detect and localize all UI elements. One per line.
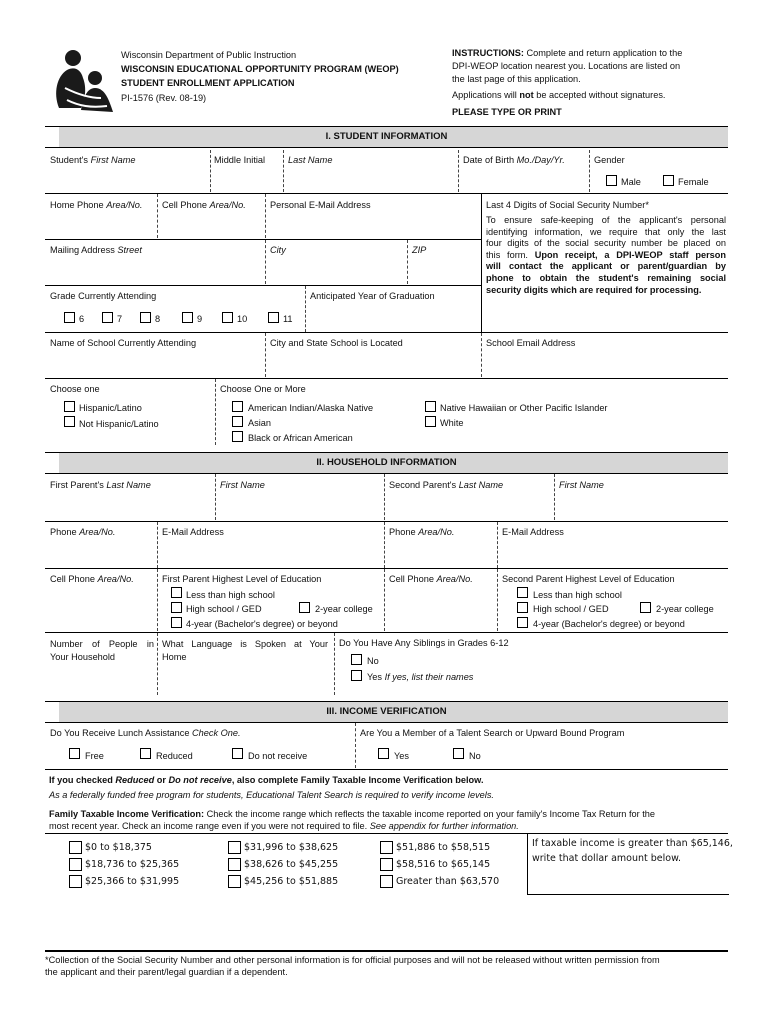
income-range-6-label: $45,256 to $51,885 (244, 876, 339, 887)
p2-two-year-checkbox[interactable] (640, 602, 651, 613)
section-3-header: III. INCOME VERIFICATION (45, 701, 728, 723)
grad-year-label: Anticipated Year of Graduation (310, 291, 435, 301)
lunch-reduced-label: Reduced (156, 751, 193, 761)
income-range-4-label: $31,996 to $38,625 (244, 842, 339, 853)
p2-less-hs-checkbox[interactable] (517, 587, 528, 598)
cell-phone-label: Cell Phone Area/No. (162, 200, 246, 210)
fti-line1: Family Taxable Income Verification: Check the income range which reflects the taxable income reported on your family's Income Tax Return for the (49, 809, 656, 819)
grade-7-label: 7 (117, 314, 123, 324)
first-parent-first-label: First Name (220, 480, 265, 490)
parent1-phone-label: Phone Area/No. (50, 527, 116, 537)
p1-four-year-checkbox[interactable] (171, 617, 182, 628)
school-city-label: City and State School is Located (270, 338, 403, 348)
second-parent-edu-label: Second Parent Highest Level of Education (502, 574, 675, 584)
instructions-line3: the last page of this application. (452, 74, 581, 84)
female-checkbox[interactable] (663, 175, 674, 186)
p1-hs-ged-label: High school / GED (186, 604, 262, 614)
income-range-3-checkbox[interactable] (69, 875, 82, 888)
talent-no-checkbox[interactable] (453, 748, 464, 759)
hawaiian-label: Native Hawaiian or Other Pacific Islander (440, 403, 608, 413)
white-label: White (440, 418, 464, 428)
grade-11-checkbox[interactable] (268, 312, 279, 323)
siblings-label: Do You Have Any Siblings in Grades 6-12 (339, 638, 509, 648)
zip-label: ZIP (412, 245, 427, 255)
p2-two-year-label: 2-year college (656, 604, 714, 614)
grade-10-label: 10 (237, 314, 248, 324)
income-range-1-checkbox[interactable] (69, 841, 82, 854)
grade-label: Grade Currently Attending (50, 291, 157, 301)
income-range-3-label: $25,366 to $31,995 (85, 876, 180, 887)
parent2-phone-label: Phone Area/No. (389, 527, 455, 537)
ssn-notice: To ensure safe-keeping of the applicant's personal identifying information, we require that only the last four digits of the social security number be placed on this form. Upon receipt, a DPI-WEOP staff person will contact the applicant or parent/guardian by phone to obtain the student's remaining social security digits which are required for processing. (486, 215, 726, 295)
first-parent-last-label: First Parent's Last Name (50, 480, 151, 490)
income-range-7-label: $51,886 to $58,515 (396, 842, 491, 853)
form-number: PI-1576 (Rev. 08-19) (121, 93, 207, 103)
type-or-print: PLEASE TYPE OR PRINT (452, 107, 562, 117)
talent-yes-checkbox[interactable] (378, 748, 389, 759)
not-hispanic-label: Not Hispanic/Latino (79, 419, 159, 429)
lunch-none-label: Do not receive (248, 751, 308, 761)
p1-less-hs-label: Less than high school (186, 590, 275, 600)
choose-one-label: Choose one (50, 384, 100, 394)
dept-name: Wisconsin Department of Public Instruction (121, 50, 297, 60)
hispanic-label: Hispanic/Latino (79, 403, 142, 413)
siblings-yes-label: Yes If yes, list their names (367, 672, 474, 682)
parent2-cell-label: Cell Phone Area/No. (389, 574, 473, 584)
p2-hs-ged-checkbox[interactable] (517, 602, 528, 613)
asian-label: Asian (248, 418, 271, 428)
p1-two-year-checkbox[interactable] (299, 602, 310, 613)
p2-hs-ged-label: High school / GED (533, 604, 609, 614)
male-checkbox[interactable] (606, 175, 617, 186)
program-name: WISCONSIN EDUCATIONAL OPPORTUNITY PROGRAM (WEOP) (121, 64, 399, 74)
income-range-9-checkbox[interactable] (380, 875, 393, 888)
male-label: Male (621, 177, 641, 187)
mailing-address-label: Mailing Address Street (50, 245, 142, 255)
hawaiian-checkbox[interactable] (425, 401, 436, 412)
income-range-8-checkbox[interactable] (380, 858, 393, 871)
footer-note-line2: the applicant and their parent/legal guardian if a dependent. (45, 967, 288, 977)
income-note-1: If you checked Reduced or Do not receive, also complete Family Taxable Income Verification below. (49, 775, 484, 785)
parent1-cell-label: Cell Phone Area/No. (50, 574, 134, 584)
grade-8-label: 8 (155, 314, 161, 324)
second-parent-last-label: Second Parent's Last Name (389, 480, 504, 490)
p1-two-year-label: 2-year college (315, 604, 373, 614)
lunch-label: Do You Receive Lunch Assistance Check One. (50, 728, 241, 738)
p1-less-hs-checkbox[interactable] (171, 587, 182, 598)
student-first-name-label: Student's First Name (50, 155, 136, 165)
grade-8-checkbox[interactable] (140, 312, 151, 323)
grade-7-checkbox[interactable] (102, 312, 113, 323)
income-range-4-checkbox[interactable] (228, 841, 241, 854)
white-checkbox[interactable] (425, 416, 436, 427)
grade-10-checkbox[interactable] (222, 312, 233, 323)
income-greater-line2: write that dollar amount below. (532, 853, 682, 864)
instructions-line2: DPI-WEOP location nearest you. Locations are listed on (452, 61, 681, 71)
home-phone-label: Home Phone Area/No. (50, 200, 143, 210)
gender-label: Gender (594, 155, 625, 165)
school-email-label: School Email Address (486, 338, 576, 348)
p1-hs-ged-checkbox[interactable] (171, 602, 182, 613)
footer-note-line1: *Collection of the Social Security Number and other personal information is for official purposes and will not be released without written permission from (45, 955, 660, 965)
lunch-reduced-checkbox[interactable] (140, 748, 151, 759)
grade-9-checkbox[interactable] (182, 312, 193, 323)
grade-6-label: 6 (79, 314, 85, 324)
section-1-header: I. STUDENT INFORMATION (45, 126, 728, 148)
income-range-9-label: Greater than $63,570 (396, 876, 500, 887)
american-indian-checkbox[interactable] (232, 401, 243, 412)
income-greater-line1: If taxable income is greater than $65,146, (532, 838, 733, 849)
city-label: City (270, 245, 286, 255)
lunch-free-checkbox[interactable] (69, 748, 80, 759)
school-name-label: Name of School Currently Attending (50, 338, 197, 348)
parent2-email-label: E-Mail Address (502, 527, 564, 537)
middle-initial-label: Middle Initial (214, 155, 266, 165)
lunch-free-label: Free (85, 751, 104, 761)
p2-four-year-checkbox[interactable] (517, 617, 528, 628)
dpi-logo (51, 48, 117, 116)
income-note-2: As a federally funded free program for students, Educational Talent Search is required to verify income levels. (49, 790, 494, 800)
income-range-8-label: $58,516 to $65,145 (396, 859, 491, 870)
hispanic-checkbox[interactable] (64, 401, 75, 412)
grade-6-checkbox[interactable] (64, 312, 75, 323)
female-label: Female (678, 177, 709, 187)
household-size-label: Number of People in Your Household (50, 639, 154, 662)
siblings-no-checkbox[interactable] (351, 654, 362, 665)
section-2-header: II. HOUSEHOLD INFORMATION (45, 452, 728, 474)
p2-less-hs-label: Less than high school (533, 590, 622, 600)
signature-note: Applications will not be accepted without signatures. (452, 90, 666, 100)
black-checkbox[interactable] (232, 431, 243, 442)
p2-four-year-label: 4-year (Bachelor's degree) or beyond (533, 619, 685, 629)
last-name-label: Last Name (288, 155, 333, 165)
lunch-none-checkbox[interactable] (232, 748, 243, 759)
income-range-7-checkbox[interactable] (380, 841, 393, 854)
p1-four-year-label: 4-year (Bachelor's degree) or beyond (186, 619, 338, 629)
not-hispanic-checkbox[interactable] (64, 416, 75, 427)
choose-more-label: Choose One or More (220, 384, 306, 394)
income-range-6-checkbox[interactable] (228, 875, 241, 888)
income-range-5-label: $38,626 to $45,255 (244, 859, 339, 870)
black-label: Black or African American (248, 433, 353, 443)
talent-search-label: Are You a Member of a Talent Search or Upward Bound Program (360, 728, 625, 738)
fti-line2: most recent year. Check an income range even if you were not required to file. See appendix for further information. (49, 821, 519, 831)
instructions: INSTRUCTIONS: Complete and return application to the (452, 48, 683, 58)
income-range-2-label: $18,736 to $25,365 (85, 859, 180, 870)
email-label: Personal E-Mail Address (270, 200, 371, 210)
parent1-email-label: E-Mail Address (162, 527, 224, 537)
ssn-label: Last 4 Digits of Social Security Number* (486, 200, 649, 210)
siblings-yes-checkbox[interactable] (351, 670, 362, 681)
income-range-2-checkbox[interactable] (69, 858, 82, 871)
asian-checkbox[interactable] (232, 416, 243, 427)
language-label: What Language is Spoken at Your Home (162, 639, 328, 662)
first-parent-edu-label: First Parent Highest Level of Education (162, 574, 322, 584)
grade-9-label: 9 (197, 314, 203, 324)
form-title: STUDENT ENROLLMENT APPLICATION (121, 78, 295, 88)
income-range-1-label: $0 to $18,375 (85, 842, 152, 853)
grade-11-label: 11 (283, 314, 293, 324)
dob-label: Date of Birth Mo./Day/Yr. (463, 155, 565, 165)
income-range-5-checkbox[interactable] (228, 858, 241, 871)
american-indian-label: American Indian/Alaska Native (248, 403, 374, 413)
second-parent-first-label: First Name (559, 480, 604, 490)
talent-yes-label: Yes (394, 751, 409, 761)
siblings-no-label: No (367, 656, 379, 666)
talent-no-label: No (469, 751, 481, 761)
